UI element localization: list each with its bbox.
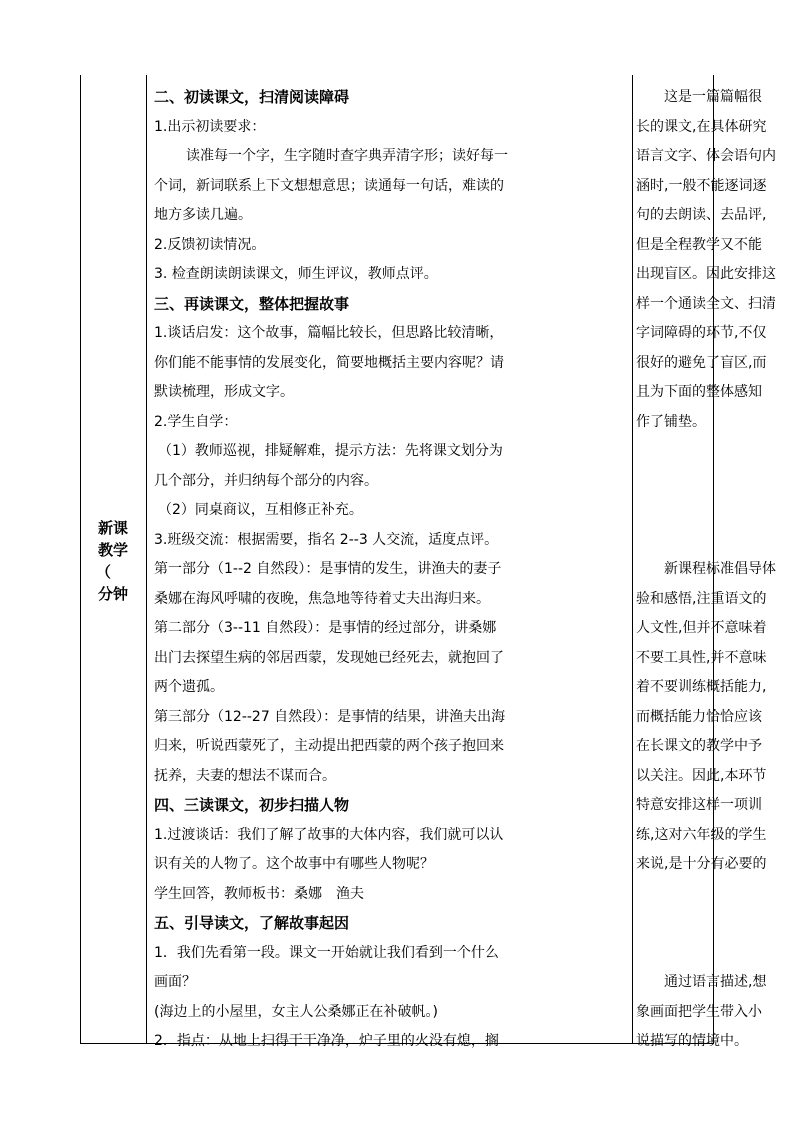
- section-heading: 四、三读课文，初步扫描人物: [154, 796, 350, 814]
- text-line: 默读梳理，形成文字。: [154, 384, 294, 400]
- text-line: 出门去探望生病的邻居西蒙，发现她已经死去，就抱回了: [154, 649, 504, 666]
- text-line: 1.谈话启发：这个故事，篇幅比较长，但思路比较清晰，: [154, 325, 504, 341]
- lesson-plan-table: [80, 75, 776, 1049]
- stage-label-line: （: [96, 563, 112, 581]
- note-line: 说描写的情境中。: [636, 1033, 748, 1049]
- text-line: 地方多读几遍。: [154, 207, 252, 223]
- note-line: 很好的避免了盲区,而: [636, 354, 767, 371]
- text-line: 几个部分，并归纳每个部分的内容。: [154, 472, 378, 489]
- note-line: 字词障碍的环节,不仅: [636, 325, 767, 341]
- text-line: 学生回答，教师板书：桑娜 渔夫: [154, 885, 364, 902]
- text-line: 你们能不能事情的发展变化，简要地概括主要内容呢？请: [154, 354, 504, 371]
- stage-label-line: 分钟: [97, 585, 128, 603]
- text-line: 2．指点：从地上扫得干干净净，炉子里的火没有熄，搁: [154, 1033, 499, 1049]
- text-line: 3.班级交流：根据需要，指名 2--3 人交流，适度点评。: [154, 531, 499, 548]
- text-line: 两个遗孤。: [154, 679, 224, 695]
- note-line: 且为下面的整体感知: [636, 384, 762, 400]
- text-line: 第二部分（3--11 自然段）：是事情的经过部分，讲桑娜: [154, 620, 497, 636]
- stage-label-line: 新课: [97, 519, 128, 537]
- text-line: 1.出示初读要求：: [154, 118, 266, 135]
- note-line: 出现盲区。因此安排这: [636, 266, 776, 282]
- note-line: 作了铺垫。: [636, 413, 706, 430]
- text-line: 2.学生自学：: [154, 413, 238, 430]
- text-line: 识有关的人物了。这个故事中有哪些人物呢？: [154, 856, 434, 872]
- text-line: 桑娜在海风呼啸的夜晚，焦急地等待着丈夫出海归来。: [154, 590, 490, 607]
- note-line: 新课程标准倡导体: [664, 561, 776, 577]
- table-divider-2: [632, 75, 633, 1044]
- text-line: 第一部分（1--2 自然段）：是事情的发生，讲渔夫的妻子: [154, 561, 502, 577]
- section-heading: 五、引导读文，了解故事起因: [154, 914, 350, 932]
- note-line: 象画面把学生带入小: [636, 1003, 762, 1020]
- design-note-2: [636, 555, 776, 880]
- note-line: 人文性,但并不意味着: [636, 620, 767, 636]
- text-line: 第三部分（12--27 自然段）：是事情的结果，讲渔夫出海: [154, 708, 506, 725]
- note-line: 通过语言描述,想: [664, 974, 767, 990]
- text-line: 画面？: [154, 974, 196, 990]
- section-heading: 三、再读课文，整体把握故事: [154, 294, 350, 313]
- note-line: 来说,是十分有必要的: [636, 856, 767, 872]
- note-line: 特意安排这样一项训: [636, 797, 762, 813]
- stage-label-line: 教学: [97, 541, 128, 559]
- note-line: 语言文字、体会语句内: [636, 148, 776, 164]
- text-line: 归来，听说西蒙死了，主动提出把西蒙的两个孩子抱回来: [154, 738, 504, 754]
- text-line: （1）教师巡视，排疑解难，提示方法：先将课文划分为: [158, 443, 503, 459]
- note-line: 以关注。因此,本环节: [636, 767, 767, 784]
- note-line: 着不要训练概括能力,: [636, 679, 767, 695]
- text-line: 抚养，夫妻的想法不谋而合。: [154, 767, 336, 784]
- note-line: 涵时,一般不能逐词逐: [636, 177, 767, 194]
- text-line: 2.反馈初读情况。: [154, 236, 266, 253]
- main-content: [154, 83, 626, 1057]
- text-line: 1．我们先看第一段。课文一开始就让我们看到一个什么: [154, 944, 499, 961]
- design-note-1: [636, 83, 776, 437]
- note-line: 但是全程教学又不能: [636, 236, 762, 253]
- text-line: 1.过渡谈话：我们了解了故事的大体内容，我们就可以认: [154, 826, 504, 843]
- text-line: 个词，新词联系上下文想想意思；读通每一句话，难读的: [154, 177, 504, 194]
- text-line: （2）同桌商议，互相修正补充。: [158, 502, 363, 518]
- note-line: 长的课文,在具体研究: [636, 118, 767, 135]
- text-line: 3. 检查朗读朗读课文，师生评议，教师点评。: [154, 266, 438, 282]
- note-line: 在长课文的教学中予: [636, 738, 762, 754]
- text-line: 读准每一个字，生字随时查字典弄清字形；读好每一: [186, 148, 508, 164]
- note-line: 而概括能力恰恰应该: [636, 708, 762, 725]
- note-line: 样一个通读全文、扫清: [636, 295, 776, 312]
- note-line: 验和感悟,注重语文的: [636, 590, 767, 607]
- note-line: 不要工具性,并不意味: [636, 649, 767, 666]
- design-note-3: [636, 968, 767, 1057]
- section-heading: 二、初读课文，扫清阅读障碍: [154, 88, 350, 106]
- note-line: 句的去朗读、去品评,: [636, 207, 767, 223]
- table-divider-1: [146, 75, 147, 1044]
- note-line: 练,这对六年级的学生: [636, 826, 767, 843]
- text-line: (海边上的小屋里，女主人公桑娜正在补破帆。): [154, 1003, 438, 1020]
- stage-label: [80, 517, 146, 605]
- note-line: 这是一篇篇幅很: [664, 89, 762, 105]
